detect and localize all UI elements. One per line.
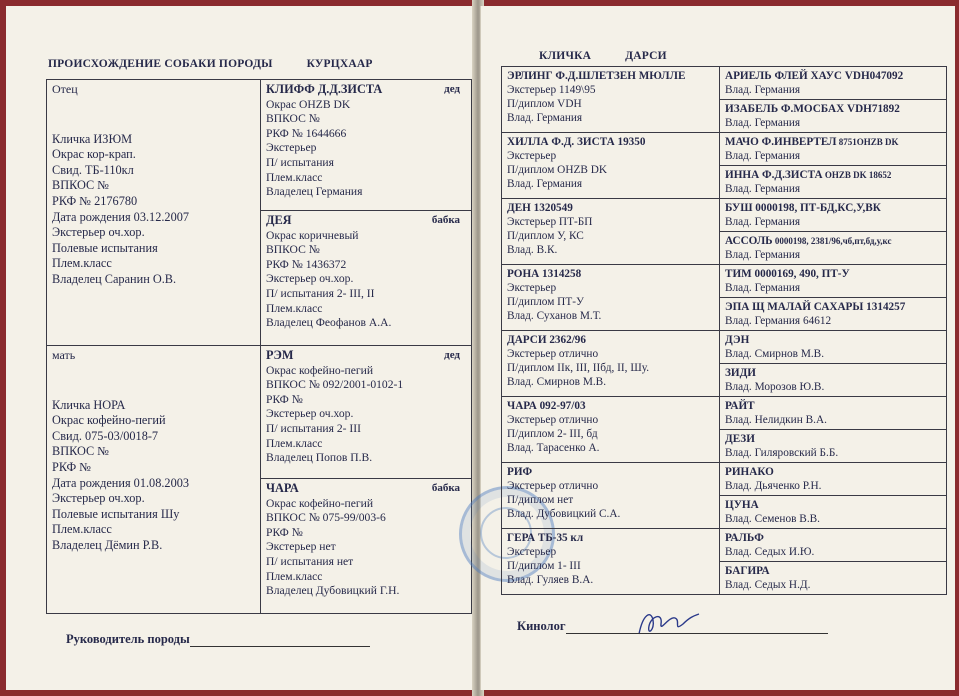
great-great-grandparent-cell (720, 100, 947, 133)
detail-line: ВПКОС № (52, 178, 110, 193)
detail-line: ВПКОС № 092/2001-0102-1 (266, 378, 404, 392)
ancestor-name-text: ЗИДИ (725, 367, 757, 379)
maternal-grandmother-details (266, 497, 466, 599)
paternal-grandmother-cell (261, 211, 472, 346)
great-great-grandparent-cell (720, 529, 947, 562)
relation-label: дед (444, 83, 460, 95)
detail-line: Влад. Дубовицкий С.А. (507, 508, 621, 520)
ancestor-name: ХИЛЛА Ф.Д. ЗИСТА 19350 (507, 136, 646, 148)
ancestor-name (725, 201, 941, 215)
great-great-grandparent-cell (720, 463, 947, 496)
ancestor-name: ДАРСИ 2362/96 (507, 334, 586, 346)
owner-line: Влад. Седых Н.Д. (725, 579, 811, 591)
relation-label: дед (444, 349, 460, 361)
detail-line: Экстерьер оч.хор. (266, 272, 354, 286)
ancestor-name-text: АРИЕЛЬ ФЛЕЙ ХАУС VDH047092 (725, 70, 904, 82)
father-cell (47, 80, 261, 346)
detail-line: Владелец Германия (266, 185, 363, 199)
father-label: Отец (52, 82, 78, 96)
detail-line: Владелец Саранин О.В. (52, 271, 177, 286)
detail-line: ВПКОС № 075-99/003-6 (266, 511, 386, 525)
detail-line: П/ испытания нет (266, 554, 354, 568)
owner-line: Влад. Германия 64612 (725, 315, 832, 327)
ancestor-registration: 8751OHZB DK (836, 137, 899, 147)
father-details (52, 132, 255, 288)
detail-line: Окрас OHZB DK (266, 97, 351, 111)
great-great-grandparent-cell (720, 496, 947, 529)
ancestor-name-text: ИННА Ф.Д.ЗИСТА (725, 169, 823, 181)
ancestor-name-text: ИЗАБЕЛЬ Ф.МОСБАХ VDH71892 (725, 103, 900, 115)
great-grandparent-cell (502, 67, 720, 133)
detail-line: РКФ № 1644666 (266, 126, 347, 140)
ancestor-name (725, 267, 941, 281)
detail-line: Влад. В.К. (507, 244, 558, 256)
great-grandparent-cell (502, 463, 720, 529)
detail-line: Окрас коричневый (266, 228, 359, 242)
detail-line: Дата рождения 01.08.2003 (52, 475, 190, 490)
detail-line: Окрас кофейно-пегий (266, 363, 374, 377)
ancestor-name-text: ДЭН (725, 334, 750, 346)
detail-line: ВПКОС № (266, 112, 320, 126)
detail-line: П/диплом У, КС (507, 230, 584, 242)
detail-line: РКФ № 1436372 (266, 257, 347, 271)
right-page (480, 6, 955, 690)
detail-line: РКФ № (52, 459, 92, 474)
ancestor-name (725, 399, 941, 413)
signature-line (566, 618, 828, 634)
detail-line: Экстерьер 1149\95 (507, 84, 596, 96)
great-great-grandparent-cell (720, 331, 947, 364)
owner-line: Влад. Нелидкин В.А. (725, 414, 827, 426)
ancestor-name: ЭРЛИНГ Ф.Д.ШЛЕТЗЕН МЮЛЛЕ (507, 70, 686, 82)
detail-line: П/ испытания 2- III (266, 421, 361, 435)
owner-line: Влад. Германия (725, 249, 801, 261)
ancestor-name: РОНА 1314258 (507, 268, 582, 280)
ancestor-name-text: РАЙТ (725, 400, 755, 412)
detail-line: Влад. Смирнов М.В. (507, 376, 607, 388)
ancestor-name-text: БУШ 0000198, ПТ-БД,КС,У,ВК (725, 202, 881, 214)
great-great-grandparent-cell (720, 397, 947, 430)
detail-line: П/ испытания (266, 155, 334, 169)
ancestors-table (501, 66, 947, 595)
detail-line: Экстерьер оч.хор. (52, 225, 145, 240)
detail-line: Влад. Суханов М.Т. (507, 310, 602, 322)
dog-name: ДАРСИ (625, 50, 667, 62)
mother-details (52, 398, 255, 554)
ancestor-name (725, 300, 941, 314)
owner-line: Влад. Гиляровский Б.Б. (725, 447, 839, 459)
detail-line: Экстерьер отлично (507, 480, 599, 492)
relation-label: бабка (431, 214, 460, 226)
owner-line: Влад. Германия (725, 183, 801, 195)
ancestor-name-text: РАЛЬФ (725, 532, 764, 544)
cynologist-footer (517, 618, 828, 634)
relation-label: бабка (431, 482, 460, 494)
ancestor-name-text: ЭПА Щ МАЛАЙ САХАРЫ 1314257 (725, 301, 906, 313)
maternal-grandfather-name: РЭМ (266, 348, 294, 362)
ancestor-name-text: ЦУНА (725, 499, 759, 511)
paternal-grandmother-name: ДЕЯ (266, 213, 292, 227)
detail-line: Экстерьер (507, 150, 557, 162)
owner-line: Влад. Германия (725, 282, 801, 294)
ancestor-name (725, 465, 941, 479)
detail-line: Экстерьер оч.хор. (266, 407, 354, 421)
detail-line: Кличка ИЗЮМ (52, 131, 133, 146)
detail-line: Влад. Германия (507, 112, 583, 124)
great-grandparent-cell (502, 529, 720, 595)
detail-line: Экстерьер ПТ-БП (507, 216, 593, 228)
detail-line: РКФ № (266, 392, 303, 406)
ancestor-name-text: РИНАКО (725, 466, 774, 478)
great-great-grandparent-cell (720, 364, 947, 397)
detail-line: П/диплом VDH (507, 98, 582, 110)
owner-line: Влад. Германия (725, 117, 801, 129)
ancestor-name (725, 168, 941, 182)
detail-line: Плем.класс (52, 522, 112, 537)
detail-line: Свид. ТБ-110кл (52, 162, 134, 177)
great-great-grandparent-cell (720, 265, 947, 298)
detail-line: РКФ № (266, 525, 303, 539)
detail-line: Владелец Дёмин Р.В. (52, 537, 163, 552)
ancestor-name (725, 564, 941, 578)
ancestor-name: ДЕН 1320549 (507, 202, 573, 214)
great-grandparent-cell (502, 331, 720, 397)
maternal-grandmother-cell (261, 479, 472, 614)
detail-line: Полевые испытания Шу (52, 506, 180, 521)
detail-line: П/ испытания 2- III, II (266, 286, 375, 300)
right-header-prefix: КЛИЧКА (539, 50, 592, 62)
paternal-grandmother-details (266, 229, 466, 331)
ancestor-name (725, 498, 941, 512)
owner-line: Влад. Смирнов М.В. (725, 348, 825, 360)
detail-line: П/диплом 2- III, бд (507, 428, 598, 440)
maternal-grandmother-name: ЧАРА (266, 481, 299, 495)
detail-line: Плем.класс (266, 569, 323, 583)
maternal-grandfather-details (266, 364, 466, 466)
great-grandparent-cell (502, 199, 720, 265)
great-great-grandparent-cell (720, 166, 947, 199)
detail-line: Окрас кофейно-пегий (52, 413, 166, 428)
paternal-grandfather-cell (261, 80, 472, 211)
detail-line: ВПКОС № (52, 444, 110, 459)
left-header-prefix: ПРОИСХОЖДЕНИЕ СОБАКИ ПОРОДЫ (48, 58, 273, 70)
ancestor-name (725, 102, 941, 116)
detail-line: Полевые испытания (52, 240, 158, 255)
detail-line: Окрас кор-крап. (52, 147, 136, 162)
breed-name: КУРЦХААР (306, 58, 373, 70)
owner-line: Влад. Семенов В.В. (725, 513, 821, 525)
great-grandparent-cell (502, 265, 720, 331)
signature-line (190, 631, 370, 647)
detail-line: Экстерьер (507, 282, 557, 294)
owner-line: Влад. Германия (725, 84, 801, 96)
ancestor-name (725, 531, 941, 545)
ancestor-name-text: БАГИРА (725, 565, 770, 577)
detail-line: Экстерьер (507, 546, 557, 558)
great-great-grandparent-cell (720, 199, 947, 232)
detail-line: Дата рождения 03.12.2007 (52, 209, 190, 224)
left-page (6, 6, 477, 690)
detail-line: П/диплом OHZB DK (507, 164, 608, 176)
mother-cell (47, 346, 261, 614)
maternal-grandfather-cell (261, 346, 472, 479)
great-great-grandparent-cell (720, 232, 947, 265)
detail-line: Окрас кофейно-пегий (266, 496, 374, 510)
right-header (539, 50, 667, 62)
owner-line: Влад. Морозов Ю.В. (725, 381, 825, 393)
detail-line: ВПКОС № (266, 243, 320, 257)
parents-table (46, 79, 472, 614)
ancestor-name (725, 135, 941, 149)
ancestor-name-text: ДЕЗИ (725, 433, 755, 445)
ancestor-name: ЧАРА 092-97/03 (507, 400, 586, 412)
owner-line: Влад. Дьяченко Р.Н. (725, 480, 822, 492)
ancestor-name-text: АССОЛЬ (725, 235, 773, 247)
detail-line: П/диплом ПТ-У (507, 296, 584, 308)
ancestor-name (725, 432, 941, 446)
ancestor-name: РИФ (507, 466, 533, 478)
detail-line: П/диплом нет (507, 494, 574, 506)
detail-line: Кличка НОРА (52, 397, 126, 412)
breed-head-footer (66, 631, 370, 647)
great-great-grandparent-cell (720, 298, 947, 331)
detail-line: Плем.класс (266, 170, 323, 184)
mother-label: мать (52, 348, 76, 362)
ancestor-name (725, 234, 941, 248)
detail-line: Владелец Феофанов А.А. (266, 316, 392, 330)
ancestor-name (725, 333, 941, 347)
detail-line: П/диплом IIк, III, IIбд, II, Шу. (507, 362, 650, 374)
great-grandparent-cell (502, 397, 720, 463)
ancestor-registration: 0000198, 2381/96,чб,пт,бд,у,кс (772, 236, 892, 246)
paternal-grandfather-details (266, 98, 466, 200)
great-great-grandparent-cell (720, 430, 947, 463)
detail-line: Экстерьер оч.хор. (52, 491, 145, 506)
cynologist-label: Кинолог (517, 619, 566, 633)
detail-line: Владелец Дубовицкий Г.Н. (266, 584, 400, 598)
detail-line: Экстерьер отлично (507, 348, 599, 360)
detail-line: Плем.класс (266, 436, 323, 450)
breed-head-label: Руководитель породы (66, 632, 190, 646)
detail-line: Влад. Тарасенко А. (507, 442, 600, 454)
owner-line: Влад. Германия (725, 216, 801, 228)
great-great-grandparent-cell (720, 133, 947, 166)
detail-line: Влад. Гуляев В.А. (507, 574, 594, 586)
ancestor-name (725, 69, 941, 83)
great-grandparent-cell (502, 133, 720, 199)
detail-line: Экстерьер (266, 141, 317, 155)
left-header (48, 58, 373, 70)
ancestor-name-text: МАЧО Ф.ИНВЕРТЕЛ (725, 136, 837, 148)
detail-line: Плем.класс (52, 256, 112, 271)
detail-line: РКФ № 2176780 (52, 193, 138, 208)
detail-line: Экстерьер отлично (507, 414, 599, 426)
detail-line: Плем.класс (266, 301, 323, 315)
ancestor-registration: OHZB DK 18652 (822, 170, 892, 180)
detail-line: Влад. Германия (507, 178, 583, 190)
paternal-grandfather-name: КЛИФФ Д.Д.ЗИСТА (266, 82, 383, 96)
ancestor-name: ГЕРА ТБ-35 кл (507, 532, 584, 544)
ancestor-name-text: ТИМ 0000169, 490, ПТ-У (725, 268, 850, 280)
detail-line: Владелец Попов П.В. (266, 451, 373, 465)
detail-line: Экстерьер нет (266, 540, 336, 554)
detail-line: Свид. 075-03/0018-7 (52, 428, 159, 443)
owner-line: Влад. Германия (725, 150, 801, 162)
detail-line: П/диплом 1- III (507, 560, 581, 572)
great-great-grandparent-cell (720, 67, 947, 100)
owner-line: Влад. Седых И.Ю. (725, 546, 815, 558)
great-great-grandparent-cell (720, 562, 947, 595)
ancestor-name (725, 366, 941, 380)
